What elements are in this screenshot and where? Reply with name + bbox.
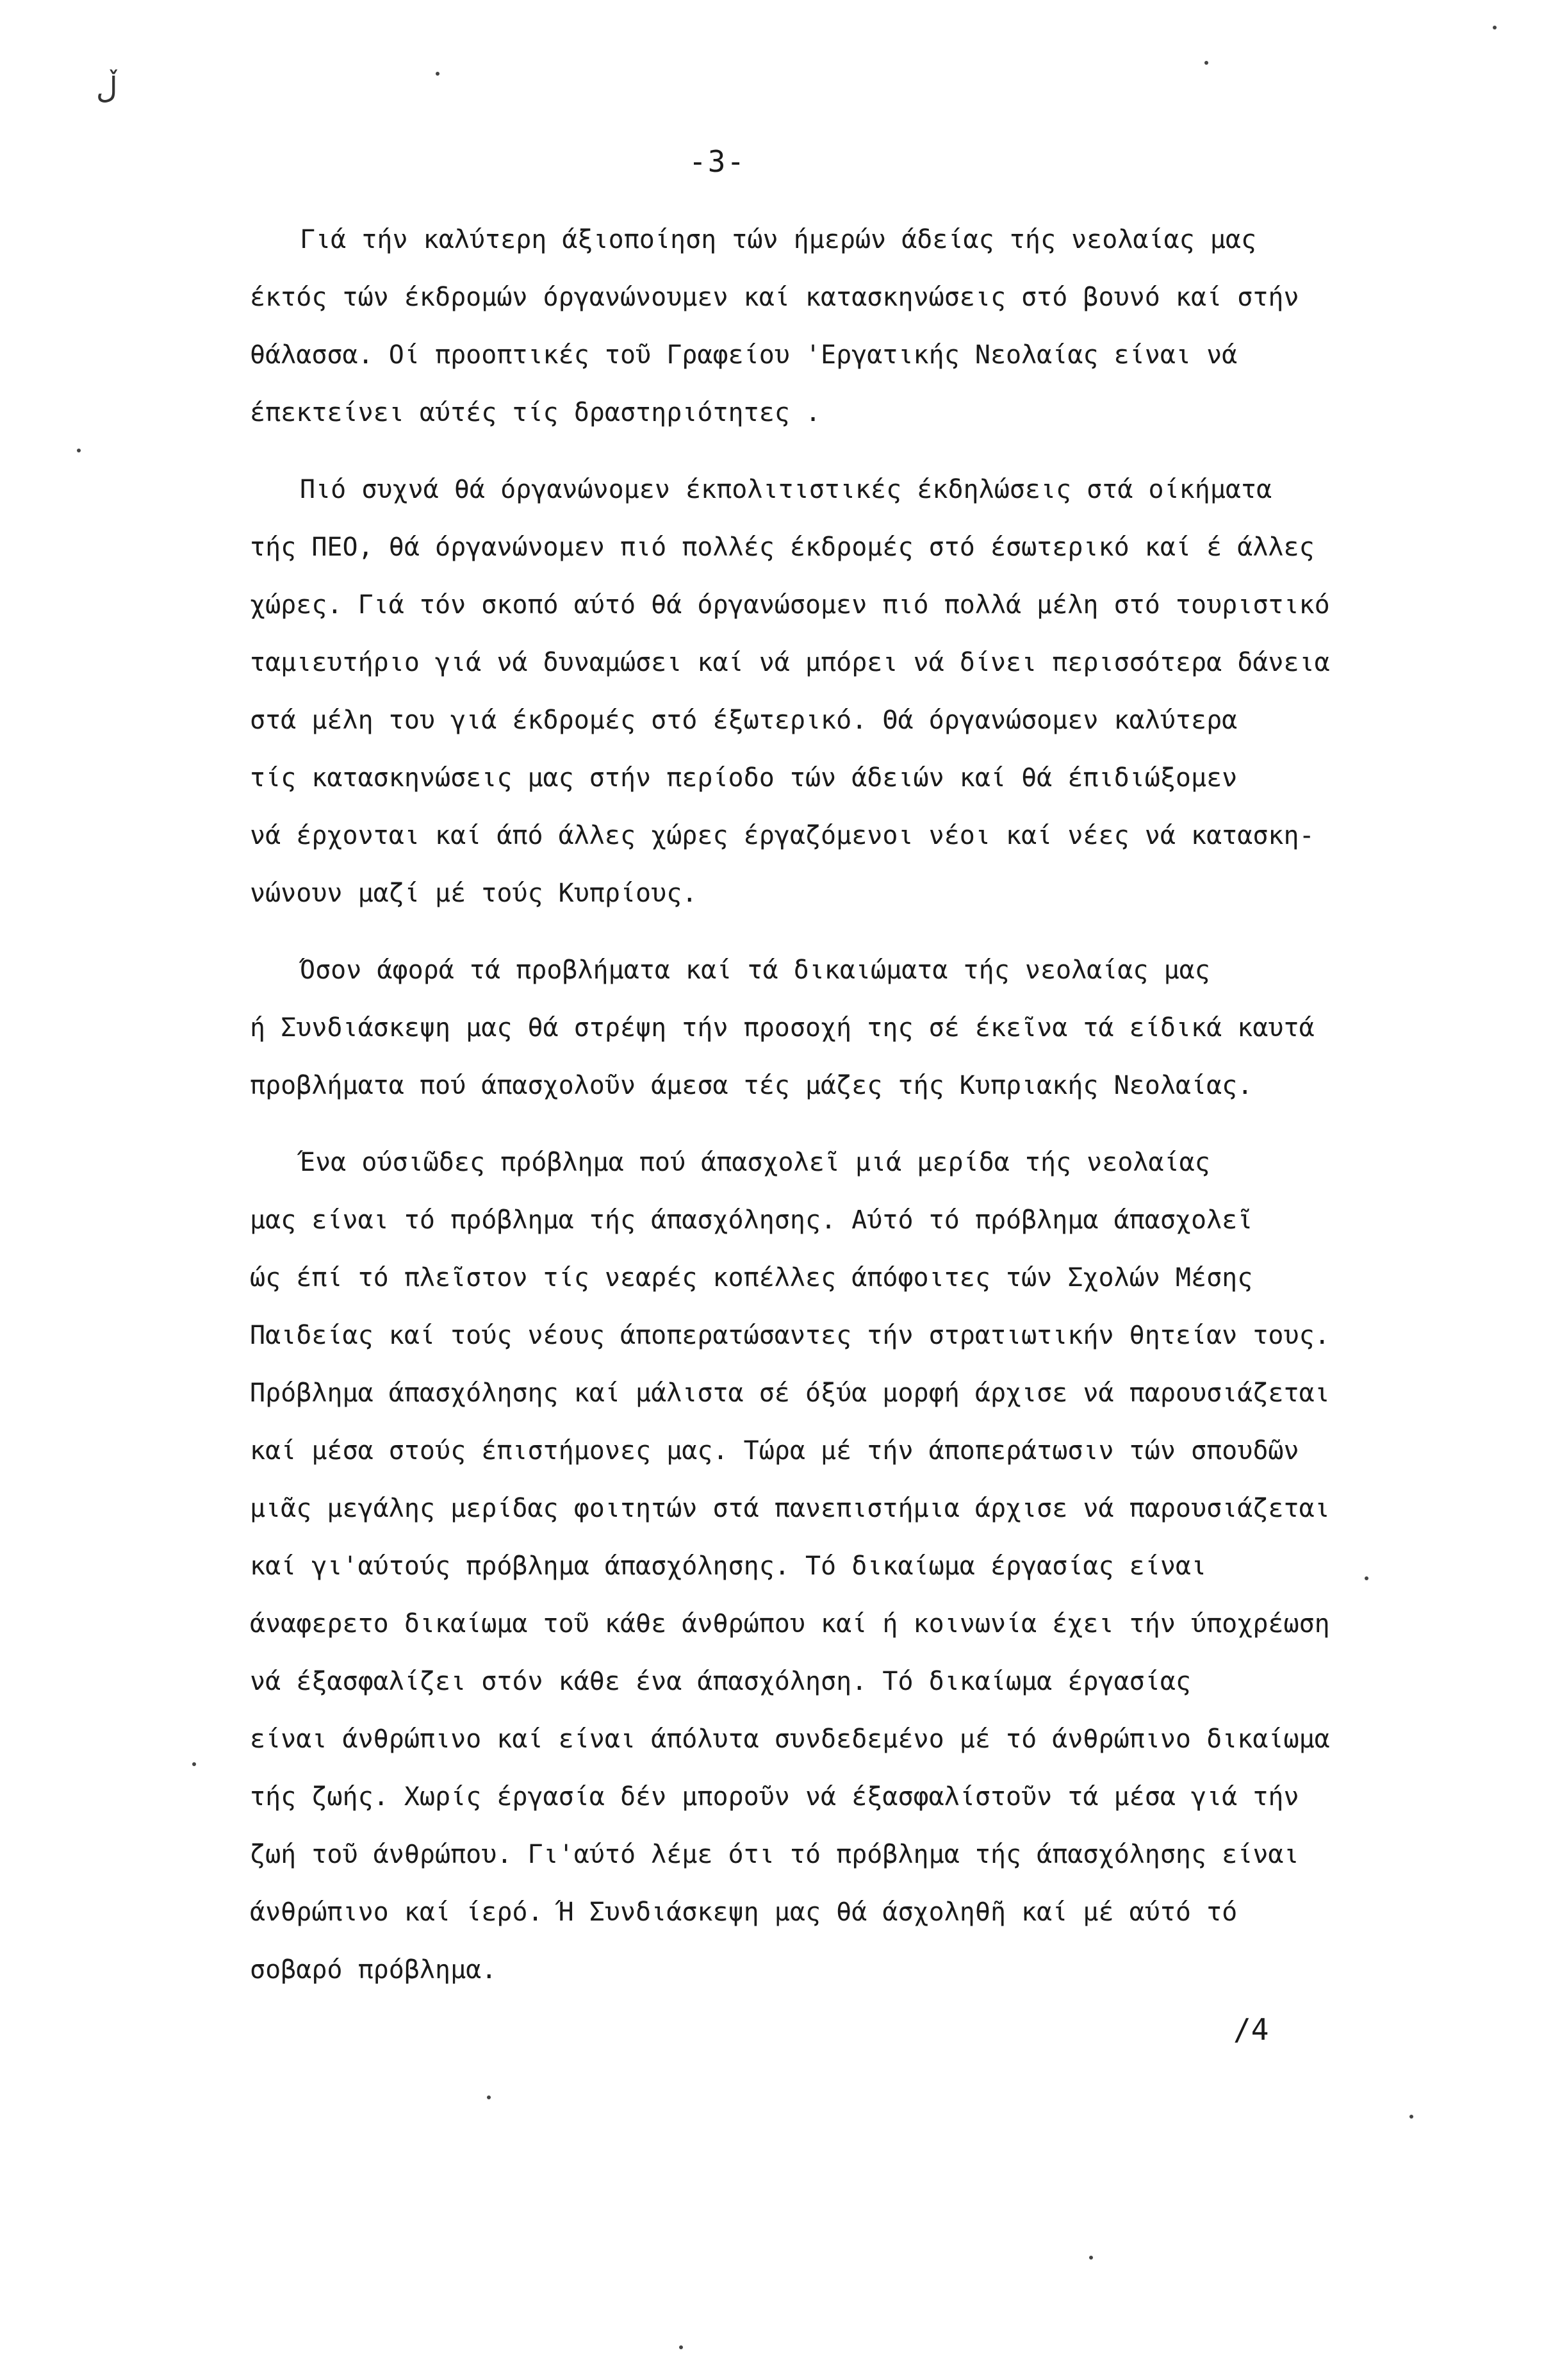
paragraph-2-line-2: τής ΠΕΟ, θά όργανώνομεν πιό πολλές έκδρομές στό έσωτερικό καί έ άλλες (250, 533, 1315, 562)
paragraph-4-line-3: ώς έπί τό πλεῖστον τίς νεαρές κοπέλλες άπόφοιτες τών Σχολών Μέσης (250, 1263, 1253, 1293)
scan-speck (679, 2345, 683, 2349)
paragraph-4-line-9: άναφερετο δικαίωμα τοῦ κάθε άνθρώπου καί ή κοινωνία έχει τήν ύποχρέωση (250, 1609, 1330, 1639)
paragraph-1-line-1: Γιά τήν καλύτερη άξιοποίηση τών ήμερών άδείας τής νεολαίας μας (300, 225, 1257, 254)
paragraph-4-line-7: μιᾶς μεγάλης μερίδας φοιτητών στά πανεπιστήμια άρχισε νά παρουσιάζεται (250, 1494, 1330, 1523)
paragraph-2-line-5: στά μέλη του γιά έκδρομές στό έξωτερικό. Θά όργανώσομεν καλύτερα (250, 706, 1238, 735)
paragraph-2-line-8: νώνουν μαζί μέ τούς Κυπρίους. (250, 879, 698, 908)
paragraph-1-line-4: έπεκτείνει αύτές τίς δραστηριότητες . (250, 398, 821, 427)
paragraph-4-line-2: μας είναι τό πρόβλημα τής άπασχόλησης. Αύτό τό πρόβλημα άπασχολεῖ (250, 1205, 1253, 1235)
paragraph-2-line-4: ταμιευτήριο γιά νά δυναμώσει καί νά μπόρει νά δίνει περισσότερα δάνεια (250, 648, 1330, 677)
page-number: -3- (689, 144, 746, 179)
paragraph-2-line-1: Πιό συχνά θά όργανώνομεν έκπολιτιστικές έκδηλώσεις στά οίκήματα (300, 475, 1272, 504)
corner-mark: ڵ (96, 70, 118, 105)
scan-speck (436, 72, 439, 76)
paragraph-4-line-12: τής ζωής. Χωρίς έργασία δέν μποροῦν νά έξασφαλίστοῦν τά μέσα γιά τήν (250, 1782, 1299, 1812)
paragraph-4-line-10: νά έξασφαλίζει στόν κάθε ένα άπασχόληση. Τό δικαίωμα έργασίας (250, 1667, 1192, 1696)
scan-speck (487, 2095, 491, 2099)
scan-speck (77, 449, 81, 452)
paragraph-4-line-15: σοβαρό πρόβλημα. (250, 1955, 497, 1985)
paragraph-2-line-6: τίς κατασκηνώσεις μας στήν περίοδο τών άδειών καί θά έπιδιώξομεν (250, 763, 1238, 793)
paragraph-4-line-13: ζωή τοῦ άνθρώπου. Γι'αύτό λέμε ότι τό πρόβλημα τής άπασχόλησης είναι (250, 1840, 1299, 1869)
scan-speck (1089, 2256, 1093, 2260)
paragraph-2-line-7: νά έρχονται καί άπό άλλες χώρες έργαζόμενοι νέοι καί νέες νά κατασκη- (250, 821, 1315, 850)
scan-speck (192, 1762, 196, 1766)
paragraph-4-line-6: καί μέσα στούς έπιστήμονες μας. Τώρα μέ τήν άποπεράτωσιν τών σπουδῶν (250, 1436, 1299, 1466)
paragraph-4-line-5: Πρόβλημα άπασχόλησης καί μάλιστα σέ όξύα μορφή άρχισε νά παρουσιάζεται (250, 1378, 1330, 1408)
paragraph-4-line-1: Ένα ούσιῶδες πρόβλημα πού άπασχολεῖ μιά μερίδα τής νεολαίας (300, 1148, 1210, 1177)
paragraph-3-line-1: Όσον άφορά τά προβλήματα καί τά δικαιώματα τής νεολαίας μας (300, 955, 1210, 985)
scan-speck (1204, 61, 1208, 65)
scan-speck (1493, 26, 1497, 29)
paragraph-1-line-2: έκτός τών έκδρομών όργανώνουμεν καί κατασκηνώσεις στό βουνό καί στήν (250, 283, 1299, 312)
paragraph-4-line-4: Παιδείας καί τούς νέους άποπερατώσαντες τήν στρατιωτικήν θητείαν τους. (250, 1321, 1330, 1350)
paragraph-4-line-14: άνθρώπινο καί ίερό. Ή Συνδιάσκεψη μας θά άσχοληθῆ καί μέ αύτό τό (250, 1897, 1238, 1927)
paragraph-2-line-3: χώρες. Γιά τόν σκοπό αύτό θά όργανώσομεν πιό πολλά μέλη στό τουριστικό (250, 590, 1330, 620)
paragraph-1-line-3: θάλασσα. Οί προοπτικές τοῦ Γραφείου 'Εργατικής Νεολαίας είναι νά (250, 340, 1238, 370)
paragraph-4-line-8: καί γι'αύτούς πρόβλημα άπασχόλησης. Τό δικαίωμα έργασίας είναι (250, 1551, 1207, 1581)
continuation-marker: /4 (1233, 2012, 1269, 2047)
paragraph-3-line-2: ή Συνδιάσκεψη μας θά στρέψη τήν προσοχή της σέ έκεῖνα τά είδικά καυτά (250, 1013, 1315, 1043)
scan-speck (1365, 1576, 1368, 1580)
paragraph-3-line-3: προβλήματα πού άπασχολοῦν άμεσα τές μάζες τής Κυπριακής Νεολαίας. (250, 1071, 1253, 1100)
scan-speck (1409, 2115, 1413, 2119)
paragraph-4-line-11: είναι άνθρώπινο καί είναι άπόλυτα συνδεδεμένο μέ τό άνθρώπινο δικαίωμα (250, 1724, 1330, 1754)
